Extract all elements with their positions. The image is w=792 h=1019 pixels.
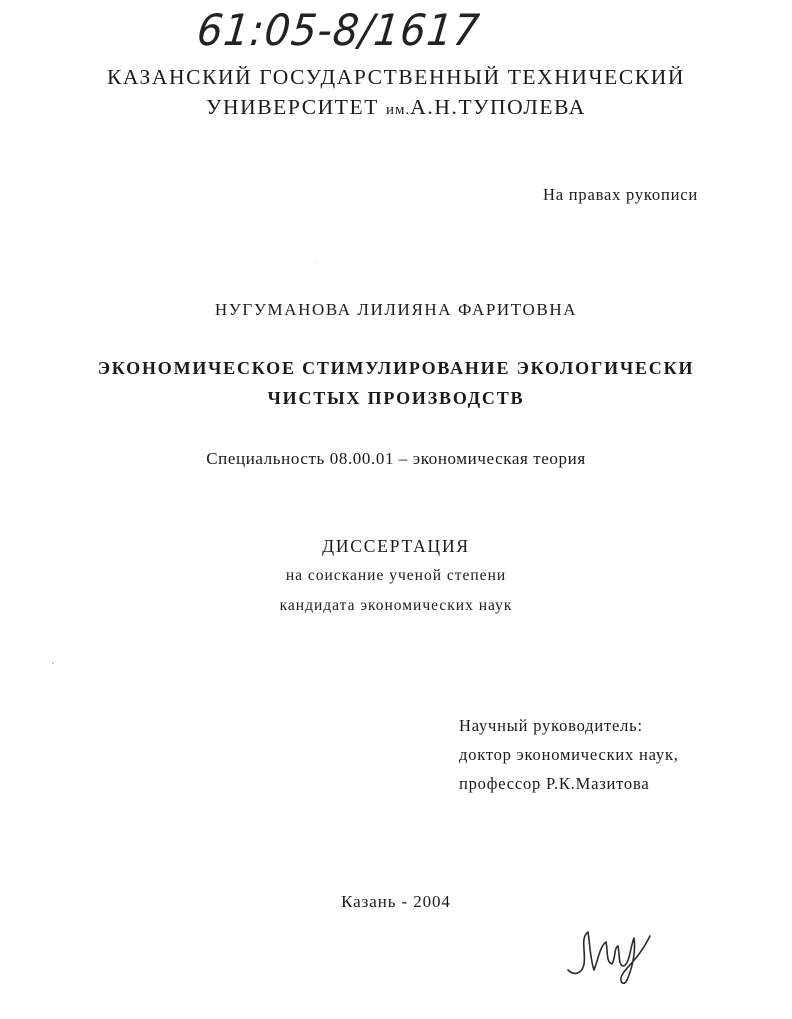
- university-line-2: [0, 92, 792, 125]
- manuscript-rights: На правах рукописи: [543, 185, 698, 204]
- university-line-2-main: УНИВЕРСИТЕТ: [206, 95, 379, 119]
- dissertation-line-1: на соискание ученой степени: [285, 567, 507, 584]
- handwritten-signature: [560, 918, 660, 988]
- city-year: Казань - 2004: [341, 892, 451, 911]
- handwritten-archive-number: 61:05-8/1617: [194, 6, 483, 56]
- thesis-title-line-1: ЭКОНОМИЧЕСКОЕ СТИМУЛИРОВАНИЕ ЭКОЛОГИЧЕСКИ: [97, 358, 695, 378]
- dissertation-line-2: кандидата экономических наук: [279, 597, 513, 614]
- advisor-label: Научный руководитель:: [459, 716, 643, 735]
- university-line-1: КАЗАНСКИЙ ГОСУДАРСТВЕННЫЙ ТЕХНИЧЕСКИЙ: [106, 65, 685, 89]
- advisor-degree: доктор экономических наук,: [459, 745, 679, 764]
- scan-speck: [52, 662, 54, 664]
- specialty: Специальность 08.00.01 – экономическая теория: [206, 449, 586, 468]
- dissertation-heading: ДИССЕРТАЦИЯ: [322, 536, 470, 556]
- advisor-name: профессор Р.К.Мазитова: [459, 774, 650, 793]
- author-name: НУГУМАНОВА ЛИЛИЯНА ФАРИТОВНА: [214, 300, 578, 319]
- scan-speck: [316, 262, 317, 263]
- university-line-2-rest: А.Н.ТУПОЛЕВА: [410, 95, 586, 119]
- university-line-2-abbrev: им.: [385, 102, 411, 118]
- thesis-title-line-2: ЧИСТЫХ ПРОИЗВОДСТВ: [267, 388, 525, 408]
